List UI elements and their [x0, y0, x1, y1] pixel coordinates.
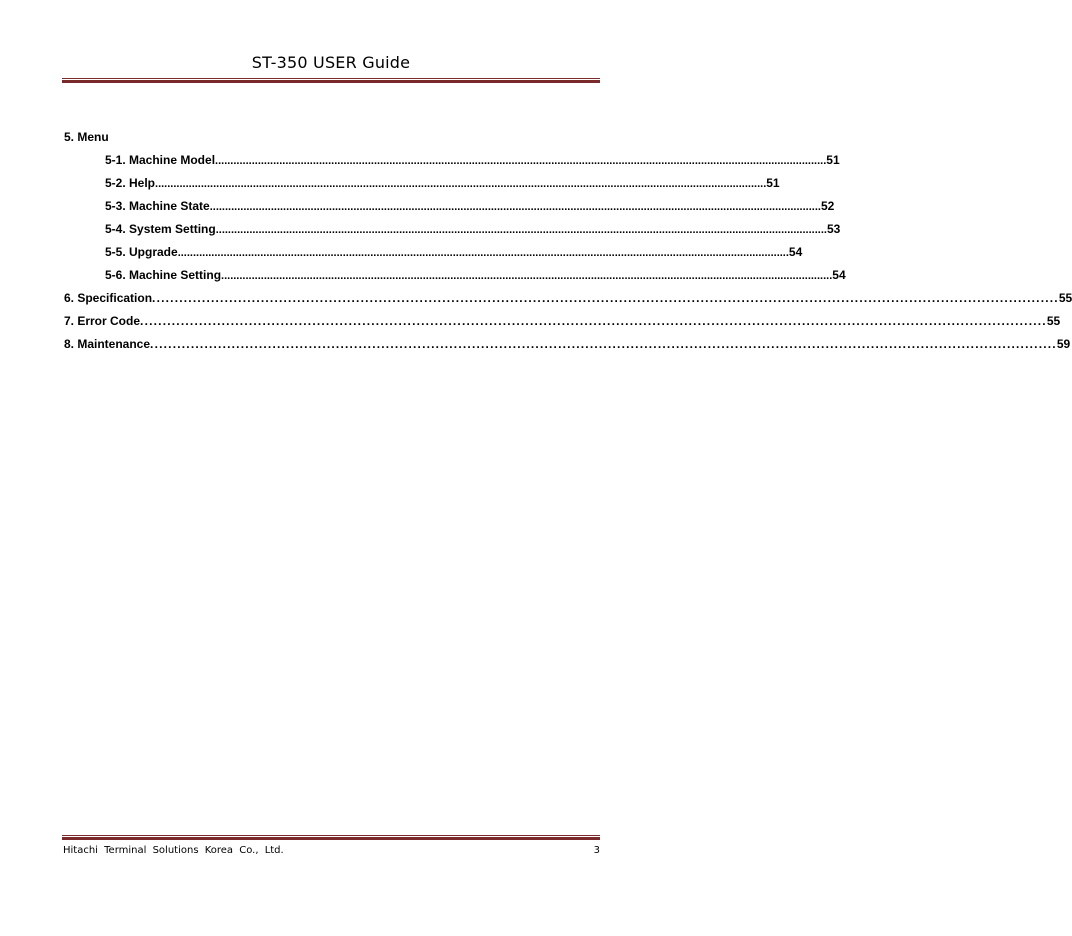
toc-entry-label: 5-1. Machine Model: [105, 153, 216, 167]
toc-entry-machine-state[interactable]: [105, 199, 835, 215]
footer-company-name: Hitachi Terminal Solutions Korea Co., Ltd.: [63, 845, 284, 856]
toc-leader-dots: ........................................................................................................................................................................................................: [209, 201, 821, 213]
toc-leader-dots: ........................................................................................................................................................................................................: [215, 155, 827, 167]
page-header-title: ST-350 USER Guide: [251, 53, 411, 72]
toc-entry-label: 5-4. System Setting: [105, 222, 216, 236]
toc-entry-page: 54: [788, 245, 803, 259]
toc-leader-dots: ........................................................................................................................................................................................................: [215, 224, 827, 236]
toc-leader-dots: ........................................................................................................................................................................................................: [140, 314, 1047, 328]
toc-entry-label: 5-2. Help: [105, 176, 156, 190]
toc-entry-upgrade[interactable]: [105, 245, 803, 261]
toc-entry-help[interactable]: [105, 176, 780, 192]
toc-entry-page: 59: [1056, 337, 1071, 351]
toc-leader-dots: ........................................................................................................................................................................................................: [177, 247, 789, 259]
toc-entry-maintenance[interactable]: [64, 337, 1071, 353]
toc-entry-page: 51: [826, 153, 840, 167]
toc-entry-label: 5-6. Machine Setting: [105, 268, 222, 282]
toc-entry-label: 6. Specification: [64, 291, 153, 305]
toc-entry-machine-setting[interactable]: [105, 268, 846, 284]
toc-entry-system-setting[interactable]: [105, 222, 841, 238]
toc-entry-page: 54: [832, 268, 846, 282]
toc-entry-error-code[interactable]: [64, 314, 1061, 330]
toc-entry-machine-model[interactable]: [105, 153, 840, 169]
toc-leader-dots: ........................................................................................................................................................................................................: [221, 270, 833, 282]
toc-entry-label: 8. Maintenance: [64, 337, 151, 351]
toc-entry-specification[interactable]: [64, 291, 1072, 307]
toc-leader-dots: ........................................................................................................................................................................................................: [155, 178, 767, 190]
toc-leader-dots: ........................................................................................................................................................................................................: [152, 291, 1059, 305]
toc-entry-page: 51: [766, 176, 780, 190]
toc-entry-page: 53: [826, 222, 841, 236]
toc-entry-page: 52: [820, 199, 835, 213]
toc-section-heading: 5. Menu: [64, 130, 109, 144]
toc-entry-label: 5-5. Upgrade: [105, 245, 178, 259]
header-rule: [62, 78, 600, 83]
toc-entry-label: 7. Error Code: [64, 314, 141, 328]
toc-leader-dots: ........................................................................................................................................................................................................: [150, 337, 1057, 351]
toc-entry-label: 5-3. Machine State: [105, 199, 210, 213]
toc-entry-page: 55: [1058, 291, 1072, 305]
footer-rule: [62, 835, 600, 840]
footer-page-number: 3: [593, 845, 600, 856]
toc-entry-page: 55: [1046, 314, 1061, 328]
